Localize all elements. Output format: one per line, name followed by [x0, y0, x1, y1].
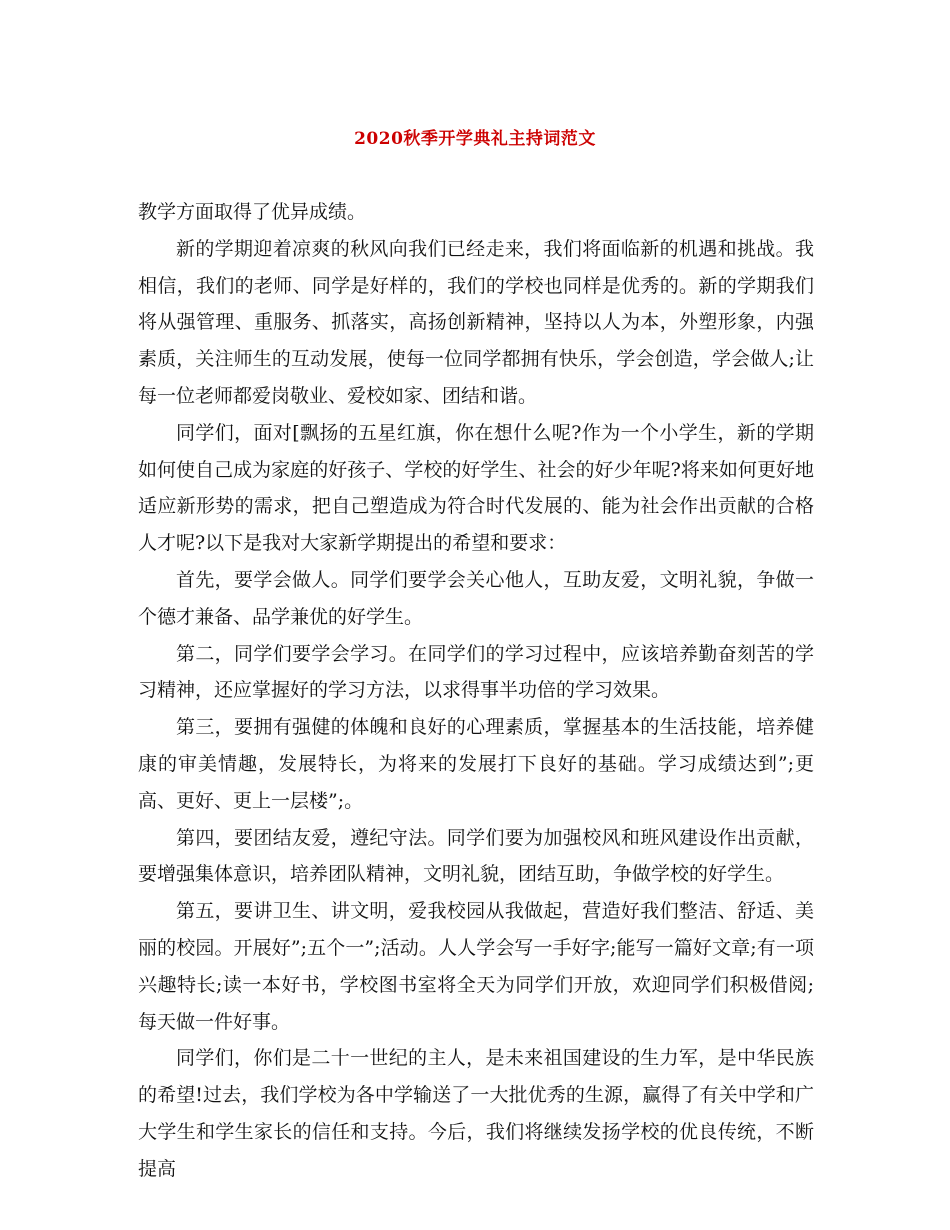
paragraph-8: 第五，要讲卫生、讲文明，爱我校园从我做起，营造好我们整洁、舒适、美丽的校园。开展好”;五个一”;活动。人人学会写一手好字;能写一篇好文章;有一项兴趣特长;读一本好书，学校图书室将全天为同学们开放，欢迎同学们积极借阅;每天做一件好事。 [138, 900, 814, 1033]
paragraph-4: 首先，要学会做人。同学们要学会关心他人，互助友爱，文明礼貌，争做一个德才兼备、品学兼优的好学生。 [138, 568, 814, 628]
paragraph-9: 同学们，你们是二十一世纪的主人，是未来祖国建设的生力军，是中华民族的希望!过去，我们学校为各中学输送了一大批优秀的生源，赢得了有关中学和广大学生和学生家长的信任和支持。今后，我们将继续发扬学校的优良传统，不断提高 [138, 1047, 814, 1180]
paragraph-7: 第四，要团结友爱，遵纪守法。同学们要为加强校风和班风建设作出贡献，要增强集体意识，培养团队精神，文明礼貌，团结互助，争做学校的好学生。 [138, 826, 814, 886]
paragraph-2: 新的学期迎着凉爽的秋风向我们已经走来，我们将面临新的机遇和挑战。我相信，我们的老师、同学是好样的，我们的学校也同样是优秀的。新的学期我们将从强管理、重服务、抓落实，高扬创新精神，坚持以人为本，外塑形象，内强素质，关注师生的互动发展，使每一位同学都拥有快乐，学会创造，学会做人;让每一位老师都爱岗敬业、爱校如家、团结和谐。 [138, 237, 814, 407]
document-title: 2020秋季开学典礼主持词范文 [354, 129, 596, 149]
paragraph-1: 教学方面取得了优异成绩。 [138, 201, 367, 223]
paragraph-6: 第三，要拥有强健的体魄和良好的心理素质，掌握基本的生活技能，培养健康的审美情趣，发展特长，为将来的发展打下良好的基础。学习成绩达到”;更高、更好、更上一层楼”;。 [138, 716, 814, 812]
document-body [138, 194, 814, 1188]
paragraph-5: 第二，同学们要学会学习。在同学们的学习过程中，应该培养勤奋刻苦的学习精神，还应掌握好的学习方法，以求得事半功倍的学习效果。 [138, 642, 814, 702]
paragraph-3: 同学们，面对[飘扬的五星红旗，你在想什么呢?作为一个小学生，新的学期如何使自己成为家庭的好孩子、学校的好学生、社会的好少年呢?将来如何更好地适应新形势的需求，把自己塑造成为符合时代发展的、能为社会作出贡献的合格人才呢?以下是我对大家新学期提出的希望和要求： [138, 421, 814, 555]
